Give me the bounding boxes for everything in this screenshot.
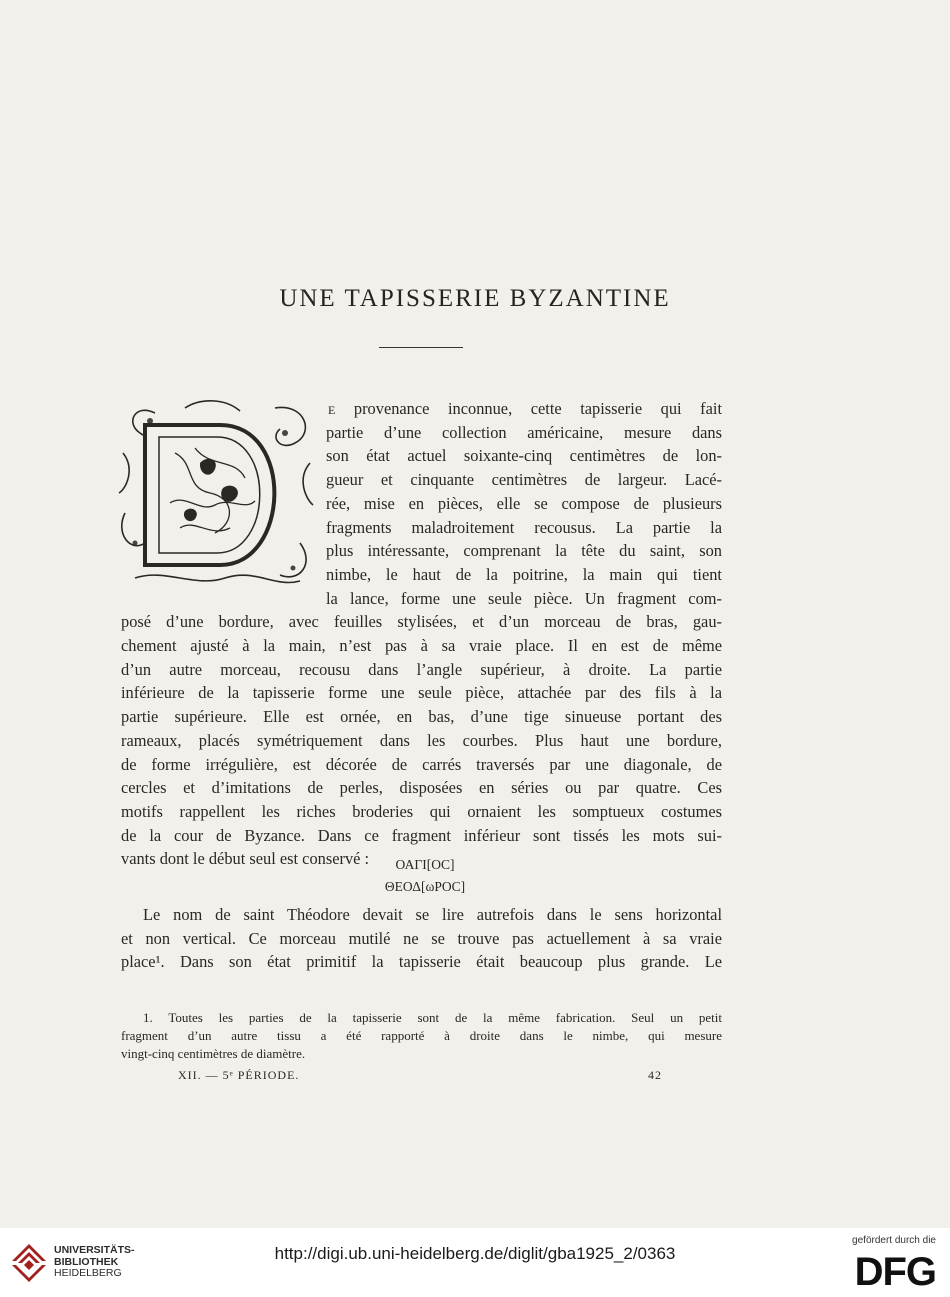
first-line-rest: provenance inconnue, cette tapisserie qui fait bbox=[335, 399, 722, 418]
footnote-line: fragment d’un autre tissu a été rapporté à droite dans le nimbe, qui mesure bbox=[121, 1028, 722, 1043]
body-line: son état actuel soixante-cinq centimètres de lon- bbox=[326, 446, 722, 466]
running-footer: XII. — 5ᵉ PÉRIODE. bbox=[178, 1068, 300, 1082]
page-number: 42 bbox=[648, 1068, 662, 1082]
small-cap-letter: E bbox=[328, 403, 336, 417]
body-line: posé d’une bordure, avec feuilles stylisées, et d’un morceau de bras, gau- bbox=[121, 612, 722, 632]
body-line bbox=[328, 399, 722, 420]
university-name-line: UNIVERSITÄTS- bbox=[54, 1244, 135, 1256]
body-line: inférieure de la tapisserie forme une seule pièce, attachée par des fils à la bbox=[121, 683, 722, 703]
body-line: de la cour de Byzance. Dans ce fragment inférieur sont tissés les mots sui- bbox=[121, 825, 722, 845]
body-line: d’un autre morceau, recousu dans l’angle supérieur, à droite. La partie bbox=[121, 659, 722, 679]
body-line: partie supérieure. Elle est ornée, en bas, d’une tige sinueuse portant des bbox=[121, 707, 722, 727]
body-line: la lance, forme une seule pièce. Un fragment com- bbox=[326, 588, 722, 608]
body-line: rée, mise en pièces, elle se compose de plusieurs bbox=[326, 493, 722, 513]
body-line: de forme irrégulière, est décorée de carrés traversés par une diagonale, de bbox=[121, 754, 722, 774]
body-line: fragments maladroitement recousus. La partie la bbox=[326, 517, 722, 537]
university-name-line: BIBLIOTHEK bbox=[54, 1255, 119, 1268]
inscription-line-2: ΘΕΟΔ[ωΡΟC] bbox=[384, 879, 466, 894]
body-line: Le nom de saint Théodore devait se lire autrefois dans le sens horizontal bbox=[143, 905, 722, 924]
body-line: chement ajusté à la main, n’est pas à sa vraie place. Il en est de même bbox=[121, 636, 722, 655]
inscription-line-1: ΟΑΓΙ[ΟC] bbox=[395, 857, 455, 872]
body-line: cercles et d’imitations de perles, disposées en séries ou par quatre. Ces bbox=[121, 778, 722, 798]
footnote-line: vingt-cinq centimètres de diamètre. bbox=[121, 1046, 306, 1061]
footnote-line: 1. Toutes les parties de la tapisserie sont de la même fabrication. Seul un petit bbox=[143, 1010, 722, 1025]
ornamental-dropcap bbox=[115, 393, 315, 593]
dfg-logo[interactable]: DFG bbox=[854, 1250, 936, 1294]
body-line: rameaux, placés symétriquement dans les courbes. Plus haut une bordure, bbox=[121, 730, 722, 750]
funding-caption: gefördert durch die bbox=[852, 1235, 936, 1246]
article-title: UNE TAPISSERIE BYZANTINE bbox=[279, 285, 671, 312]
permalink-url[interactable]: http://digi.ub.uni-heidelberg.de/diglit/gba1925_2/0363 bbox=[274, 1244, 676, 1263]
body-line: et non vertical. Ce morceau mutilé ne se trouve pas actuellement à sa vraie bbox=[121, 928, 722, 948]
body-line: plus intéressante, comprenant la tête du saint, son bbox=[326, 541, 722, 561]
dropcap-letter: D bbox=[143, 571, 144, 572]
university-name-line: HEIDELBERG bbox=[54, 1267, 122, 1279]
body-line: place¹. Dans son état primitif la tapisserie était beaucoup plus grande. Le bbox=[121, 952, 722, 972]
body-line: motifs rappellent les riches broderies qui ornaient les somptueux costumes bbox=[121, 801, 722, 821]
digitization-footer bbox=[0, 1228, 950, 1297]
title-rule bbox=[379, 347, 463, 348]
body-line: nimbe, le haut de la poitrine, la main qui tient bbox=[326, 564, 722, 584]
body-line: vants dont le début seul est conservé : bbox=[121, 849, 370, 869]
body-line: gueur et cinquante centimètres de largeur. Lacé- bbox=[326, 470, 722, 490]
body-line: partie d’une collection américaine, mesure dans bbox=[326, 422, 722, 442]
